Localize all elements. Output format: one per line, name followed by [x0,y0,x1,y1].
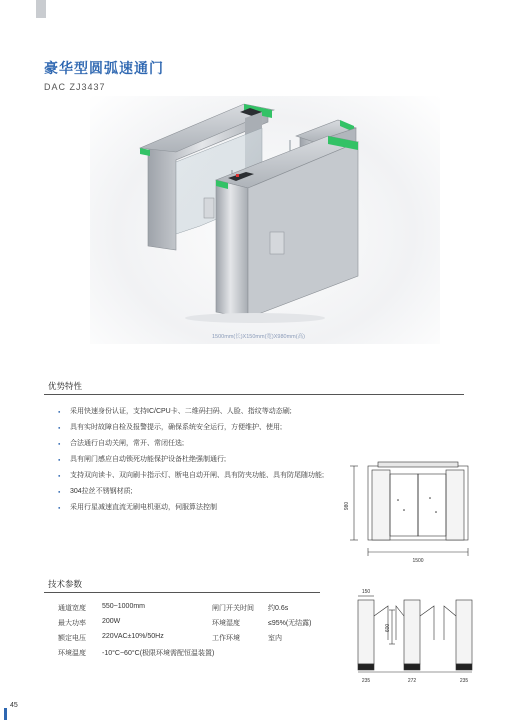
feature-item: ● 支持双向读卡、双向刷卡指示灯、断电自动开闸、具有防夹功能、具有防尾随功能; [58,468,343,484]
top-width-label: 150 [361,589,371,595]
spec-label: 额定电压 [58,635,86,642]
spec-label: 环境温度 [58,650,86,657]
page-title: 豪华型圆弧速通门 [44,60,164,76]
feature-item: ● 具有闸门感应自动锁死功能保护设备杜绝强制通行; [58,452,343,468]
model-number: DAC ZJ3437 [44,82,106,92]
spec-value: 约0.6s [268,605,289,612]
spec-value: 200W [102,618,121,625]
page-number: 45 [10,702,18,709]
spec-label: 最大功率 [58,620,86,627]
spec-label: 工作环境 [212,635,240,642]
dimension-caption: 1500mm(长)X150mm(宽)X980mm(高) [212,334,305,340]
front-width-label: 1500 [412,558,424,564]
features-heading-text: 优势特性 [48,381,83,391]
specs-section-heading [44,578,320,593]
feature-item: ● 合法通行自动关闸，常开、常闭任选; [58,436,343,452]
bottom-label-right: 235 [459,678,469,684]
bottom-label-left: 235 [361,678,371,684]
feature-item: ● 304拉丝不锈钢材质; [58,484,343,500]
feature-item: ● 具有实时故障自检及报警提示，确保系统安全运行，方便维护、使用; [58,420,343,436]
page-number-marker [4,708,7,720]
spec-label: 环境湿度 [212,620,240,627]
spec-value: -10°C~60°C(极限环境需配恒温装置) [102,650,215,657]
spec-value: ≤95%(无结露) [268,620,312,627]
features-section-heading [44,380,464,395]
spec-value: 220VAC±10%/50Hz [102,633,164,640]
feature-item: ● 采用快速身份认证，支持IC/CPU卡、二维码扫码、人脸、指纹等动态刷; [58,404,343,420]
spec-label: 闸门开关时间 [212,605,254,612]
product-photo [0,0,510,340]
spec-label: 通道宽度 [58,605,86,612]
specs-heading-text: 技术参数 [48,579,83,589]
passage-width-label: 600 [385,623,391,633]
spec-value: 室内 [268,635,282,642]
feature-list [58,404,343,516]
feature-item: ● 采用行星减速直流无刷电机驱动，伺服算法控制 [58,500,343,516]
front-height-label: 980 [344,501,350,511]
spec-value: 550~1000mm [102,603,146,610]
bottom-label-middle: 272 [407,678,417,684]
